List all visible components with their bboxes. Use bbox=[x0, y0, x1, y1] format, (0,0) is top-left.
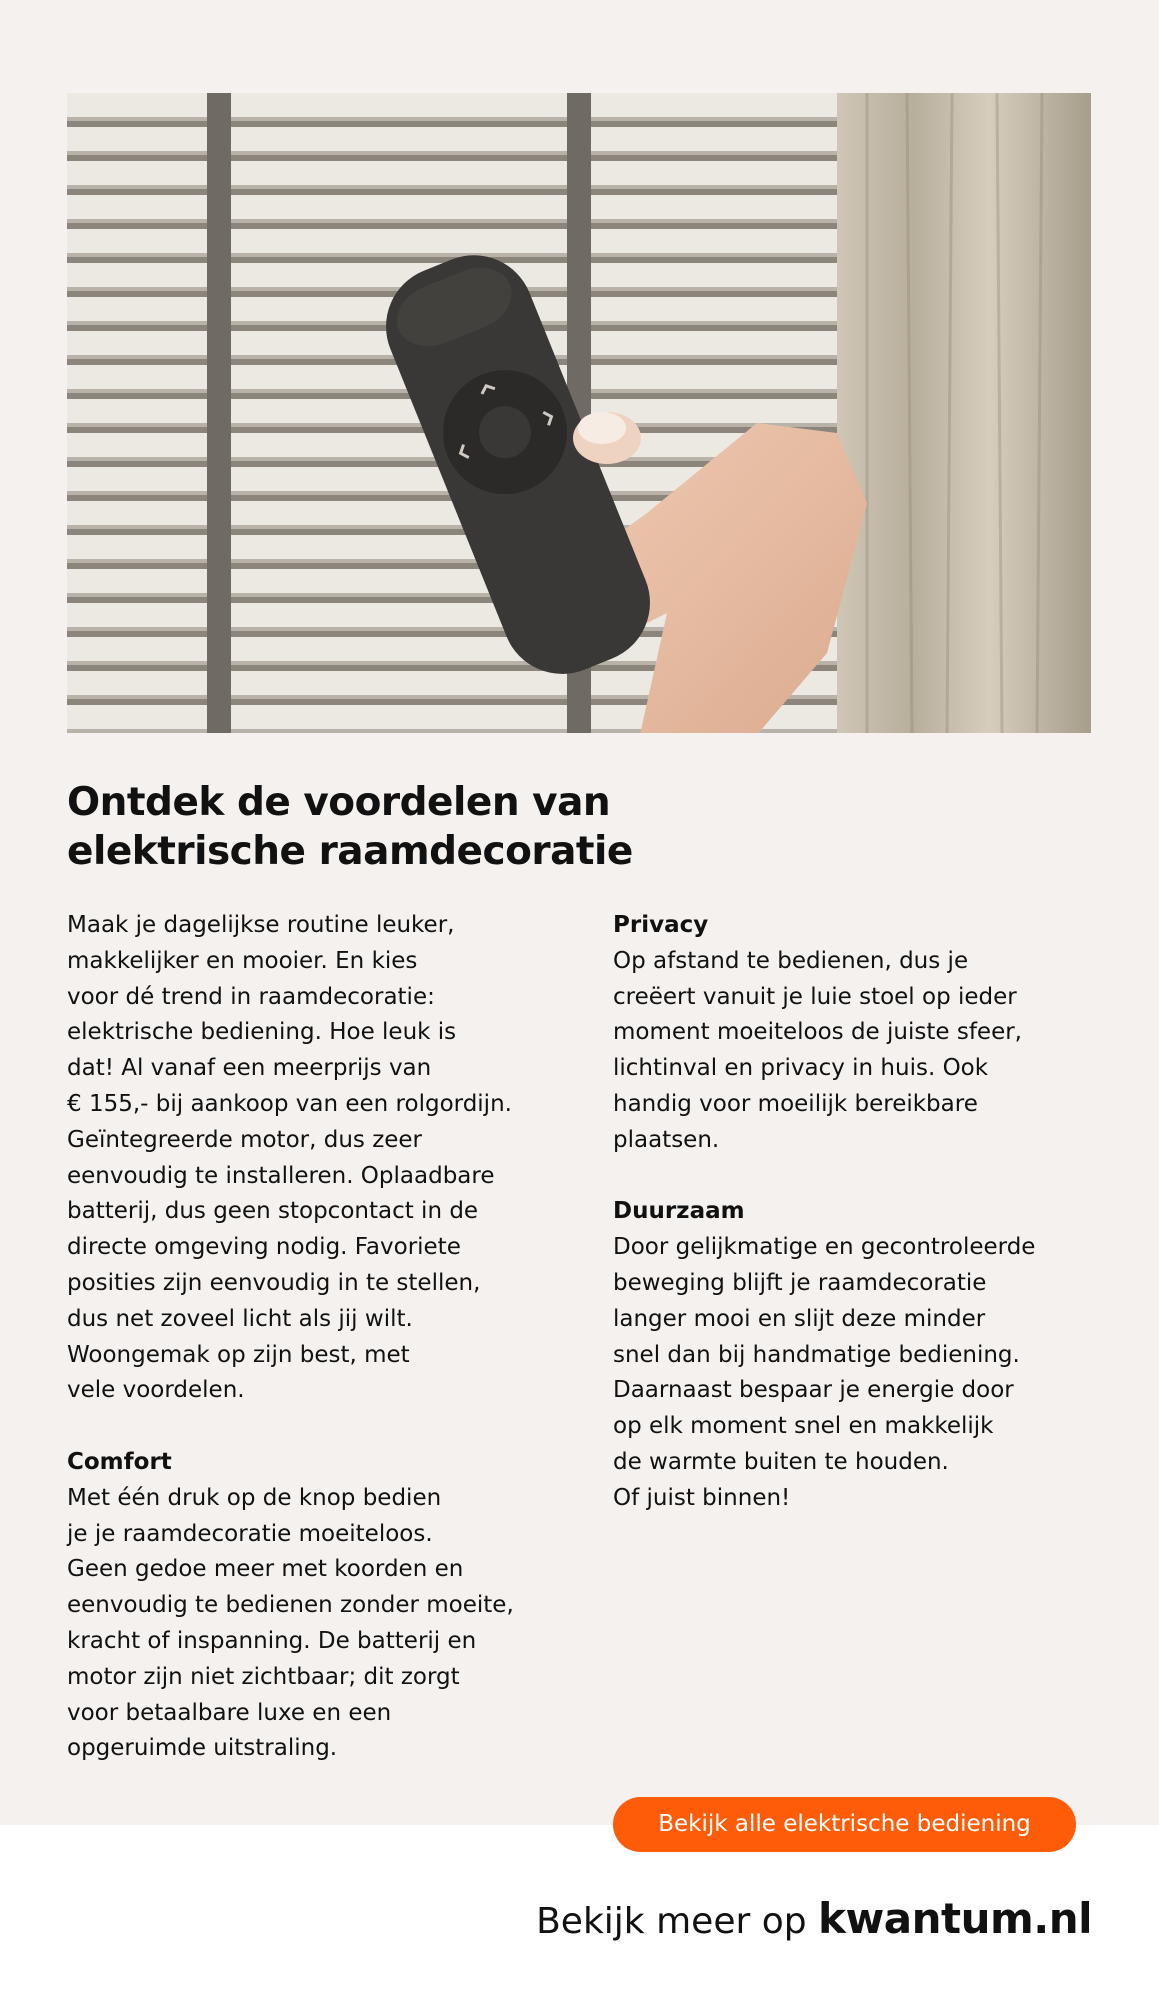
brand-link[interactable]: kwantum.nl bbox=[818, 1894, 1092, 1943]
intro-line: voor dé trend in raamdecoratie: bbox=[67, 983, 435, 1010]
comfort-line: opgeruimde uitstraling. bbox=[67, 1735, 338, 1762]
title-line-2: elektrische raamdecoratie bbox=[67, 829, 633, 874]
comfort-section bbox=[67, 1445, 587, 1767]
intro-line: elektrische bediening. Hoe leuk is bbox=[67, 1019, 457, 1046]
privacy-heading: Privacy bbox=[613, 912, 709, 938]
duurzaam-line: beweging blijft je raamdecoratie bbox=[613, 1269, 987, 1296]
intro-line: makkelijker en mooier. En kies bbox=[67, 947, 418, 974]
duurzaam-section bbox=[613, 1194, 1093, 1516]
comfort-line: voor betaalbare luxe en een bbox=[67, 1699, 392, 1726]
duurzaam-heading: Duurzaam bbox=[613, 1198, 745, 1225]
privacy-line: moment moeiteloos de juiste sfeer, bbox=[613, 1019, 1022, 1046]
privacy-line: plaatsen. bbox=[613, 1126, 720, 1153]
duurzaam-line: langer mooi en slijt deze minder bbox=[613, 1305, 986, 1332]
intro-line: eenvoudig te installeren. Oplaadbare bbox=[67, 1162, 495, 1189]
duurzaam-line: snel dan bij handmatige bediening. bbox=[613, 1341, 1020, 1368]
intro-paragraph bbox=[67, 908, 587, 1409]
comfort-line: eenvoudig te bedienen zonder moeite, bbox=[67, 1592, 514, 1619]
left-column bbox=[67, 908, 587, 1767]
comfort-line: Geen gedoe meer met koorden en bbox=[67, 1556, 464, 1583]
comfort-line: Met één druk op de knop bedien bbox=[67, 1484, 442, 1511]
intro-line: Maak je dagelijkse routine leuker, bbox=[67, 912, 455, 938]
page-title bbox=[67, 778, 1067, 876]
privacy-section bbox=[613, 908, 1093, 1159]
duurzaam-line: Door gelijkmatige en gecontroleerde bbox=[613, 1234, 1036, 1261]
intro-line: directe omgeving nodig. Favoriete bbox=[67, 1234, 461, 1261]
privacy-line: creëert vanuit je luie stoel op ieder bbox=[613, 983, 1017, 1010]
intro-line: vele voordelen. bbox=[67, 1377, 245, 1404]
duurzaam-line: Of juist binnen! bbox=[613, 1484, 791, 1511]
spacer bbox=[67, 1409, 587, 1445]
hero-image bbox=[67, 93, 1091, 733]
intro-line: batterij, dus geen stopcontact in de bbox=[67, 1198, 479, 1225]
comfort-line: motor zijn niet zichtbaar; dit zorgt bbox=[67, 1663, 460, 1690]
comfort-line: je je raamdecoratie moeiteloos. bbox=[67, 1520, 433, 1547]
intro-line: posities zijn eenvoudig in te stellen, bbox=[67, 1269, 481, 1296]
privacy-line: Op afstand te bedienen, dus je bbox=[613, 947, 969, 974]
intro-line: dat! Al vanaf een meerprijs van bbox=[67, 1055, 432, 1082]
comfort-heading: Comfort bbox=[67, 1448, 172, 1475]
view-electric-control-button[interactable]: Bekijk alle elektrische bediening bbox=[613, 1797, 1076, 1852]
privacy-line: handig voor moeilijk bereikbare bbox=[613, 1090, 978, 1117]
duurzaam-line: op elk moment snel en makkelijk bbox=[613, 1413, 994, 1440]
intro-line: € 155,- bij aankoop van een rolgordijn. bbox=[67, 1090, 512, 1117]
right-column bbox=[613, 908, 1093, 1517]
title-line-1: Ontdek de voordelen van bbox=[67, 780, 611, 825]
remote-blinds-photo bbox=[67, 93, 1091, 733]
duurzaam-line: Daarnaast bespaar je energie door bbox=[613, 1377, 1014, 1404]
duurzaam-line: de warmte buiten te houden. bbox=[613, 1448, 949, 1475]
intro-line: dus net zoveel licht als jij wilt. bbox=[67, 1305, 413, 1332]
privacy-line: lichtinval en privacy in huis. Ook bbox=[613, 1055, 989, 1082]
spacer bbox=[613, 1159, 1093, 1195]
footer-prefix: Bekijk meer op bbox=[536, 1901, 819, 1942]
footer-link[interactable] bbox=[536, 1893, 1092, 1948]
comfort-line: kracht of inspanning. De batterij en bbox=[67, 1627, 477, 1654]
intro-line: Woongemak op zijn best, met bbox=[67, 1341, 410, 1368]
intro-line: Geïntegreerde motor, dus zeer bbox=[67, 1126, 423, 1153]
